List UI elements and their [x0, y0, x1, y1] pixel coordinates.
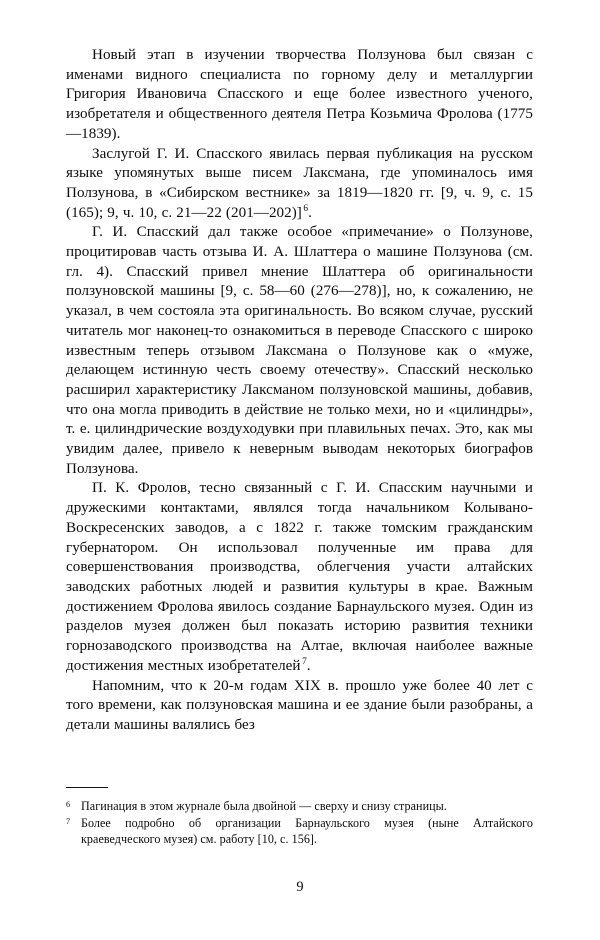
paragraph-4-text: П. К. Фролов, тесно связанный с Г. И. Спасским научными и дружескими контактами, являлся тогда начальником Колывано-Воскресенских заводов, а с 1822 г. также томским гражданским губернатором. Он использовал полученные им права для совершенствования производства, облегчения участи алтайских заводских работных людей и развития культуры в крае. Важным достижением Фролова явилось создание Барнаульского музея. Один из разделов музея должен был показать историю развития техники горнозаводского производства на Алтае, включая наиболее важные достижения местных изобретателей — [66, 480, 533, 674]
paragraph-1 — [66, 46, 533, 145]
footnote-reference-7[interactable]: 7 — [302, 656, 307, 667]
paragraph-5 — [66, 677, 533, 736]
paragraph-2-text-tail: . — [308, 204, 312, 221]
footnote-7 — [66, 815, 533, 848]
paragraph-4 — [66, 479, 533, 676]
footnote-7-marker: 7 — [66, 816, 71, 826]
paragraph-3-text: Г. И. Спасский дал также особое «примечание» о Ползунове, процитировав часть отзыва И. А. Шлаттера о машине Ползунова (см. гл. 4). Спасский привел мнение Шлаттера об оригинальности ползуновской машины [9, с. 58—60 (276—278)], но, к сожалению, не указал, в чем состояла эта оригинальность. Во всяком случае, русский читатель мог наконец-то ознакомиться в переводе Спасского с широко известным теперь отзывом Лаксмана о Ползунове как о «муже, делающем истинную честь своему отечеству». Спасский несколько расширил характеристику Лаксманом ползуновской машины, добавив, что она могла приводить в действие не только мехи, но и «цилиндры», т. е. цилиндрические воздуходувки при плавильных печах. Это, как мы увидим далее, привело к неверным выводам некоторых биографов Ползунова. — [66, 224, 533, 477]
footnote-block — [66, 798, 533, 848]
paragraph-2 — [66, 145, 533, 224]
footnote-6-text: Пагинация в этом журнале была двойной — сверху и снизу страницы. — [81, 799, 447, 813]
footnote-6 — [66, 798, 533, 814]
footnote-7-text: Более подробно об организации Барнаульского музея (ныне Алтайского краеведческого музея) см. работу [10, с. 156]. — [81, 815, 533, 847]
body-text-block — [66, 46, 533, 736]
paragraph-2-text: Заслугой Г. И. Спасского явилась первая публикация на русском языке упомянутых выше писем Лаксмана, где упоминалось имя Ползунова, в «Сибирском вестнике» за 1819—1820 гг. [9, ч. 9, с. 15 (165); 9, ч. 10, с. 21—22 (201—202)] — [66, 145, 533, 221]
footnote-separator-rule — [66, 787, 108, 788]
footnote-reference-6[interactable]: 6 — [303, 203, 309, 214]
paragraph-5-text: Напомним, что к 20-м годам XIX в. прошло уже более 40 лет с того времени, как ползуновская машина и ее здание были разобраны, а детали машины валялись без — [66, 677, 533, 733]
footnote-6-marker: 6 — [66, 800, 71, 809]
paragraph-1-text: Новый этап в изучении творчества Ползунова был связан с именами видного специалиста по горному делу и металлургии Григория Ивановича Спасского и еще более известного ученого, изобретателя и общественного деятеля Петра Козьмича Фролова (1775—1839). — [66, 47, 533, 142]
paragraph-4-text-tail: . — [306, 657, 311, 674]
paragraph-3 — [66, 223, 533, 479]
page-number: 9 — [296, 879, 304, 895]
